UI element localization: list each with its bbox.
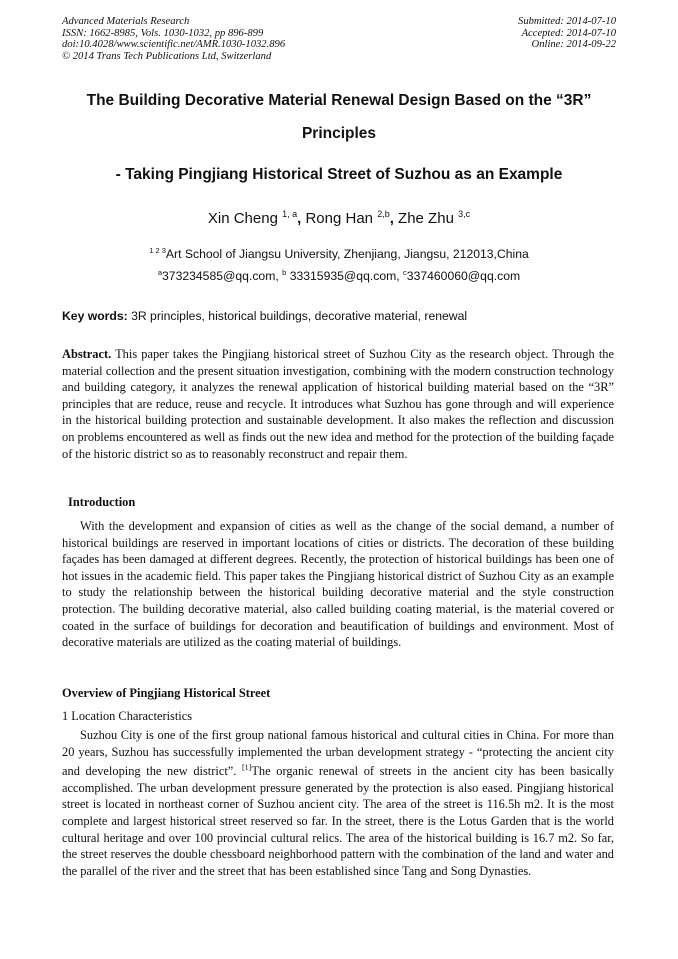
- paper-subtitle: - Taking Pingjiang Historical Street of Suzhou as an Example: [115, 166, 563, 183]
- location-subheading: 1 Location Characteristics: [62, 709, 193, 723]
- location-paragraph: [62, 727, 614, 879]
- submission-dates: [518, 16, 616, 51]
- citation-ref[interactable]: [1]: [242, 763, 252, 773]
- author-affiliation-mark: 1, a: [282, 209, 298, 219]
- abstract: [62, 346, 614, 462]
- keywords: [62, 309, 622, 323]
- abstract-text: This paper takes the Pingjiang historical street of Suzhou City as the research object. Through the material collection and the present situation investigation, combining with the modern construction technology and building category, it analyzes the renewal application of historical building material based on the “3R” principles that are reduce, reuse and recycle. It introduces what Suzhou has gone through and will experience in the historical building protection and sustainable development. It also makes the reflection and discussion on problems encountered as well as finds out the new idea and method for the protection of the building façade of the historic district so as to reasonably reconstruct and repair them.: [62, 347, 614, 461]
- paper-title-line2: Principles: [301, 125, 377, 142]
- accepted-date: Accepted: 2014-07-10: [521, 27, 616, 39]
- author-name: Xin Cheng: [207, 210, 278, 227]
- author-list: [40, 209, 638, 227]
- online-date: Online: 2014-09-22: [531, 39, 616, 51]
- issn-line: ISSN: 1662-8985, Vols. 1030-1032, pp 896-899: [62, 27, 264, 39]
- journal-name: Advanced Materials Research: [62, 16, 190, 27]
- author-separator: ,: [297, 210, 306, 227]
- paper-title-line1: The Building Decorative Material Renewal Design Based on the “3R”: [86, 92, 592, 109]
- email-mark: a: [157, 268, 163, 277]
- affiliation-mark: 1 2 3: [149, 246, 166, 255]
- overview-heading: Overview of Pingjiang Historical Street: [62, 686, 271, 700]
- abstract-label: Abstract.: [62, 347, 112, 361]
- email-mark: c: [403, 268, 407, 277]
- keywords-label: Key words:: [62, 309, 128, 323]
- introduction-paragraph: With the development and expansion of cities as well as the change of the social demand, a number of historical buildings are reserved in important locations of cities or districts. The decoration of these building façades has been damaged at different degrees. Recently, the protection of historical buildings has been one of hot issues in the academic field. This paper takes the Pingjiang historical district of Suzhou City as an example to study the relationship between the historical building decorative material and the style construction protection. The building decorative material, also called building coating material, is the material covered or coated in the surface of buildings for decoration and beautification of buildings and environment. Most of decorative materials are utilized as the coating material of buildings.: [62, 519, 614, 650]
- email-list: [40, 268, 638, 283]
- keywords-text: 3R principles, historical buildings, decorative material, renewal: [127, 309, 468, 323]
- email-address: 33315935@qq.com: [286, 269, 397, 283]
- location-text-part1: Suzhou City is one of the first group national famous historical and cultural cities in China. For more than 20 years, Suzhou has successfully implemented the urban development strategy - “protecting the ancient city and developing the new district”.: [62, 728, 614, 779]
- email-separator: ,: [396, 269, 404, 283]
- author-name: Rong Han: [305, 210, 374, 227]
- email-address: 373234585@qq.com: [162, 269, 276, 283]
- author-name: Zhe Zhu: [398, 210, 454, 227]
- email-separator: ,: [275, 269, 283, 283]
- journal-info: [62, 16, 285, 62]
- doi-line: doi:10.4028/www.scientific.net/AMR.1030-1032.896: [62, 39, 286, 51]
- email-address: 337460060@qq.com: [406, 269, 521, 283]
- author-affiliation-mark: 2,b: [377, 209, 390, 219]
- submitted-date: Submitted: 2014-07-10: [518, 16, 616, 27]
- copyright-line: © 2014 Trans Tech Publications Ltd, Switzerland: [62, 50, 272, 62]
- introduction-heading: Introduction: [68, 495, 136, 509]
- email-mark: b: [282, 268, 287, 277]
- author-separator: ,: [389, 210, 399, 227]
- affiliation-text: Art School of Jiangsu University, Zhenjiang, Jiangsu, 212013,China: [165, 247, 529, 261]
- affiliation: [40, 246, 638, 261]
- location-text-part2: The organic renewal of streets in the ancient city has been basically accomplished. The urban development pressure generated by the protection is also eased. Pingjiang historical street is located in northeast corner of Suzhou ancient city. The area of the street is 116.5h m2. It is the most complete and largest historical street reserved so far. In the street, there is the Lotus Garden that is the world cultural heritage and over 100 provincial cultural relics. The area of the historical building is 16.7 m2. So far, the street reserves the double chessboard neighborhood pattern with the combination of the land and water and the parallel of the river and the street that has been established since Tang and Song Dynasties.: [62, 764, 614, 878]
- author-affiliation-mark: 3,c: [458, 209, 471, 219]
